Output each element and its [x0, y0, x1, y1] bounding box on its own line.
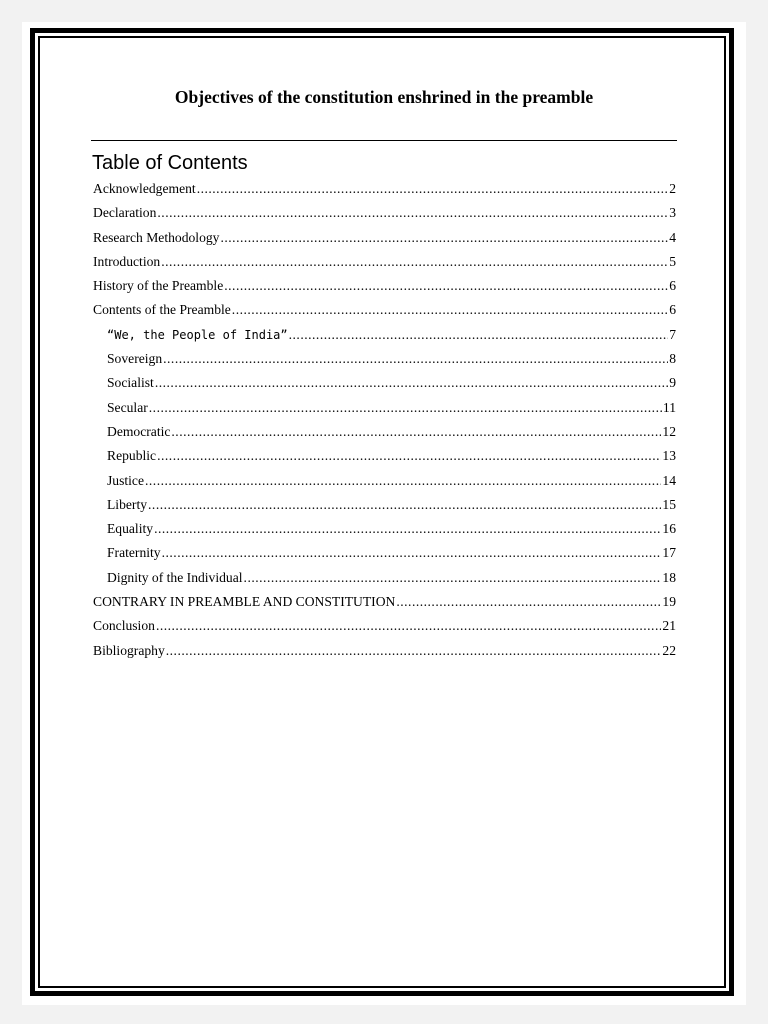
- toc-entry-page-number: 13: [662, 448, 676, 464]
- toc-dot-leader: [197, 177, 669, 201]
- toc-entry-label: Democratic: [107, 423, 171, 439]
- toc-entry-label: Declaration: [93, 205, 157, 221]
- toc-entry-label: “We, the People of India”: [107, 327, 288, 342]
- toc-entry-page-number: 14: [662, 472, 676, 488]
- toc-entry[interactable]: [93, 614, 676, 638]
- toc-entry-label: Fraternity: [107, 545, 161, 561]
- toc-dot-leader: [161, 250, 668, 274]
- toc-entry-label: History of the Preamble: [93, 278, 224, 294]
- toc-entry[interactable]: [93, 420, 676, 444]
- toc-dot-leader: [157, 444, 661, 468]
- title-divider: [91, 140, 677, 141]
- toc-dot-leader: [244, 566, 662, 590]
- toc-dot-leader: [163, 347, 668, 371]
- toc-dot-leader: [289, 323, 669, 347]
- toc-entry-label: Socialist: [107, 375, 154, 391]
- toc-entry-page-number: 7: [669, 326, 676, 342]
- toc-entry-label: Conclusion: [93, 618, 155, 634]
- toc-entry-label: Justice: [107, 472, 144, 488]
- toc-entry-page-number: 11: [662, 399, 676, 415]
- toc-dot-leader: [155, 371, 668, 395]
- toc-dot-leader: [171, 420, 661, 444]
- toc-entry[interactable]: [93, 444, 676, 468]
- toc-dot-leader: [145, 469, 661, 493]
- toc-entry-label: Sovereign: [107, 351, 163, 367]
- toc-entry-label: Liberty: [107, 496, 148, 512]
- toc-dot-leader: [166, 639, 662, 663]
- toc-heading: Table of Contents: [92, 152, 248, 174]
- toc-entry-label: Equality: [107, 521, 154, 537]
- toc-entry-page-number: 17: [662, 545, 676, 561]
- toc-entry-page-number: 3: [669, 205, 676, 221]
- toc-entry[interactable]: [93, 469, 676, 493]
- toc-entry-page-number: 16: [662, 521, 676, 537]
- toc-entry-page-number: 5: [669, 253, 676, 269]
- toc-entry-page-number: 12: [662, 423, 676, 439]
- toc-entry-page-number: 2: [669, 181, 676, 196]
- toc-entry[interactable]: [93, 177, 676, 201]
- toc-entry[interactable]: [93, 517, 676, 541]
- toc-dot-leader: [220, 226, 668, 250]
- toc-dot-leader: [396, 590, 661, 614]
- toc-dot-leader: [232, 298, 668, 322]
- toc-entry-label: Introduction: [93, 253, 161, 269]
- toc-entry[interactable]: [93, 226, 676, 250]
- toc-entry-label: Research Methodology: [93, 229, 220, 245]
- toc-entry[interactable]: [93, 541, 676, 565]
- toc-entry[interactable]: [93, 396, 676, 420]
- toc-entry-label: Bibliography: [93, 642, 165, 658]
- toc-entry-page-number: 15: [662, 496, 676, 512]
- toc-entry-page-number: 6: [669, 302, 676, 318]
- toc-dot-leader: [162, 541, 662, 565]
- toc-dot-leader: [148, 493, 661, 517]
- table-of-contents: [93, 177, 676, 663]
- document-title: Objectives of the constitution enshrined in the preamble: [174, 87, 594, 107]
- toc-entry[interactable]: [93, 493, 676, 517]
- toc-entry-label: CONTRARY IN PREAMBLE AND CONSTITUTION: [93, 594, 396, 610]
- toc-entry-label: Contents of the Preamble: [93, 302, 231, 318]
- toc-entry[interactable]: [93, 566, 676, 590]
- toc-entry[interactable]: [93, 274, 676, 298]
- toc-dot-leader: [156, 614, 661, 638]
- toc-entry-label: Secular: [107, 399, 148, 415]
- toc-entry[interactable]: [93, 298, 676, 322]
- toc-entry[interactable]: [93, 639, 676, 663]
- toc-entry-page-number: 22: [662, 642, 676, 658]
- toc-dot-leader: [224, 274, 668, 298]
- toc-dot-leader: [149, 396, 662, 420]
- toc-entry-page-number: 19: [662, 594, 676, 610]
- toc-dot-leader: [154, 517, 661, 541]
- toc-entry-page-number: 9: [669, 375, 676, 391]
- toc-entry-page-number: 21: [662, 618, 676, 634]
- toc-entry-page-number: 6: [669, 278, 676, 294]
- toc-entry-label: Acknowledgement: [93, 181, 196, 196]
- toc-entry[interactable]: [93, 323, 676, 347]
- toc-entry-label: Dignity of the Individual: [107, 569, 243, 585]
- toc-entry[interactable]: [93, 590, 676, 614]
- toc-dot-leader: [157, 201, 668, 225]
- toc-entry-page-number: 8: [669, 351, 676, 367]
- toc-entry-label: Republic: [107, 448, 157, 464]
- toc-entry[interactable]: [93, 201, 676, 225]
- toc-entry-page-number: 18: [662, 569, 676, 585]
- toc-entry[interactable]: [93, 371, 676, 395]
- toc-entry-page-number: 4: [669, 229, 676, 245]
- toc-entry[interactable]: [93, 250, 676, 274]
- toc-entry[interactable]: [93, 347, 676, 371]
